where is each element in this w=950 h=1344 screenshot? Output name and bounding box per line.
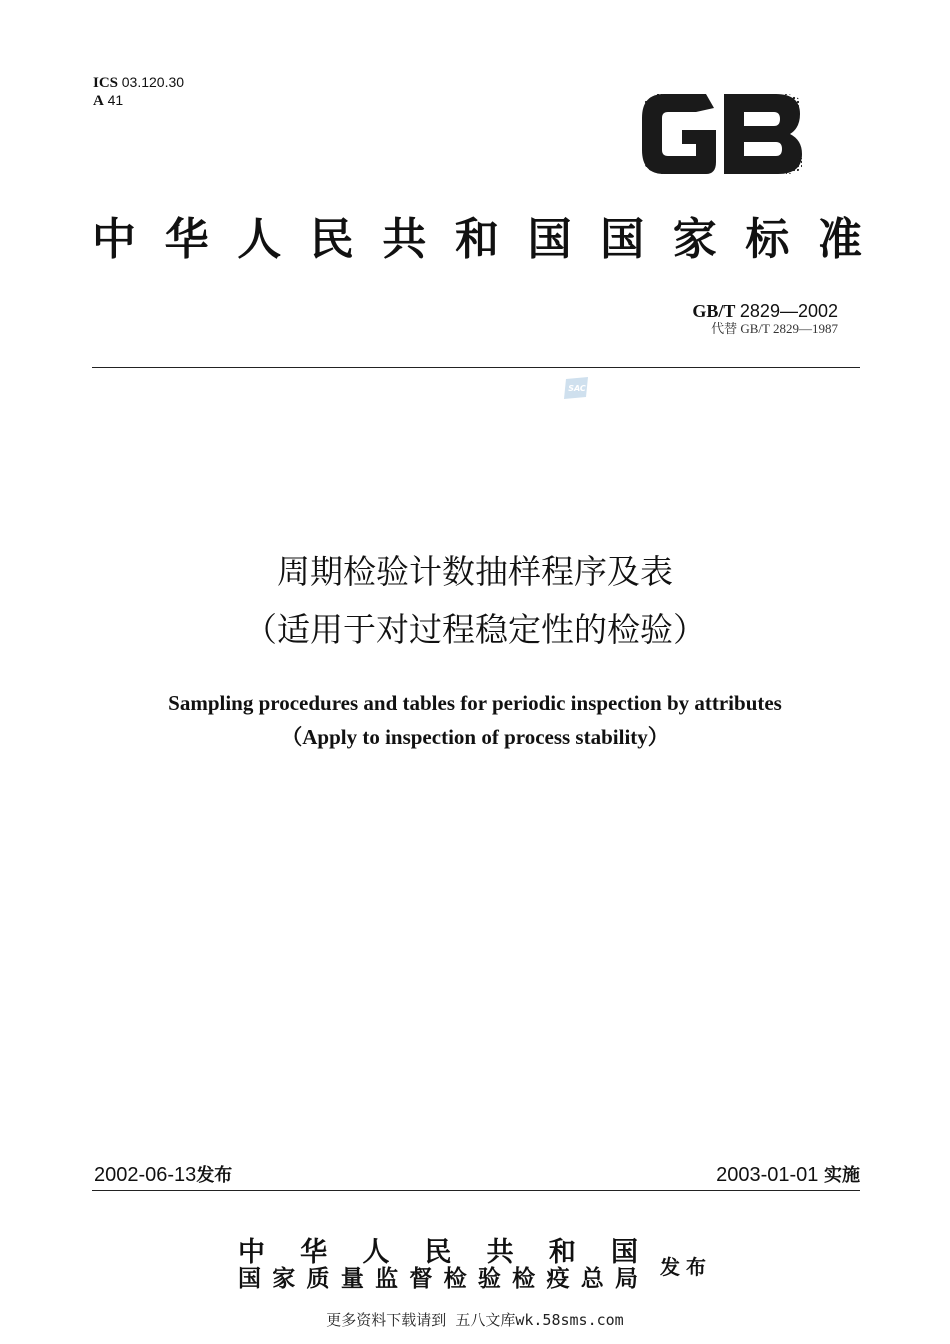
ics-block <box>93 74 184 110</box>
std-number: 2829—2002 <box>739 301 838 321</box>
ics-line <box>93 74 184 92</box>
class-value: 41 <box>107 92 124 108</box>
issue-label: 发布 <box>196 1165 233 1186</box>
std-prefix: GB/T <box>692 301 736 321</box>
footer-link[interactable]: 更多资料下载请到 五八文库wk.58sms.com <box>326 1311 624 1329</box>
std-replaces: 代替 GB/T 2829—1987 <box>711 321 838 336</box>
top-divider <box>92 367 860 368</box>
bottom-divider <box>92 1190 860 1191</box>
class-line <box>93 92 184 110</box>
effective-label: 实施 <box>824 1165 860 1186</box>
class-label: A <box>93 93 104 109</box>
title-en-line2: （Apply to inspection of process stability） <box>281 725 669 749</box>
ics-label: ICS <box>93 75 119 91</box>
effective-date-block <box>716 1161 860 1187</box>
publisher-label: 发布 <box>660 1255 712 1279</box>
effective-date: 2003-01-01 <box>716 1164 819 1186</box>
issue-date-block <box>94 1161 232 1187</box>
gb-logo <box>636 88 806 180</box>
ics-value: 03.120.30 <box>121 74 185 90</box>
issue-date: 2002-06-13 <box>94 1164 197 1186</box>
publisher-line2: 国家质量监督检验检疫总局 <box>238 1265 638 1292</box>
sac-watermark <box>563 375 591 401</box>
standard-number <box>692 300 838 336</box>
title-en-line1: Sampling procedures and tables for periodic inspection by attributes <box>168 691 782 715</box>
standard-title: 中华人民共和国国家标准 <box>92 214 862 265</box>
sac-text: SAC <box>568 384 586 393</box>
publisher-line1: 中华人民共和国 <box>238 1237 638 1268</box>
title-cn-line2: （适用于对过程稳定性的检验） <box>244 610 706 649</box>
title-cn-line1: 周期检验计数抽样程序及表 <box>277 552 673 591</box>
